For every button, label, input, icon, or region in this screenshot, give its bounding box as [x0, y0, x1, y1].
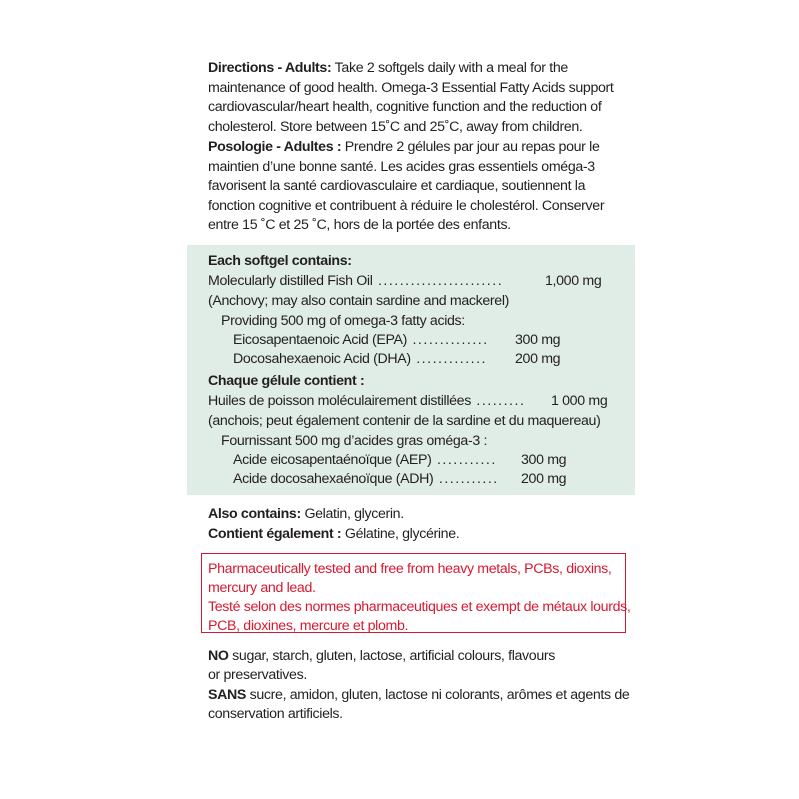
- free-from-english-line-1: [208, 647, 555, 667]
- free-from-french-line-1: [208, 686, 629, 706]
- leader-dots: .......................: [372, 273, 504, 289]
- dha-name: Docosahexaenoic Acid (DHA): [233, 351, 411, 367]
- leader-dots: ...........: [433, 471, 499, 487]
- ingredients-heading-english: Each softgel contains:: [208, 253, 352, 269]
- directions-french: [208, 138, 628, 236]
- adh-name: Acide docosahexaénoïque (ADH): [233, 471, 434, 487]
- free-from-english-text: sugar, starch, gluten, lactose, artificial colours, flavours: [228, 648, 555, 664]
- providing-english: Providing 500 mg of omega-3 fatty acids:: [221, 313, 465, 329]
- directions-english-text: Take 2 softgels daily with a meal for the maintenance of good health. Omega-3 Essential Fatty Acids support cardiovascular/heart health, cognitive function and the reduction of cholesterol. Store between 15˚C and 25˚C, away from children.: [208, 60, 614, 135]
- contient-egalement-label: Contient également :: [208, 526, 342, 542]
- ingredients-heading-french: Chaque gélule contient :: [208, 373, 365, 389]
- fish-oil-source-english: (Anchovy; may also contain sardine and mackerel): [208, 293, 509, 309]
- directions-french-label: Posologie - Adultes :: [208, 139, 342, 155]
- fish-oil-source-french: (anchois; peut également contenir de la sardine et du maquereau): [208, 413, 601, 429]
- leader-dots: ..............: [407, 332, 489, 348]
- testing-notice-line-1: Pharmaceutically tested and free from heavy metals, PCBs, dioxins,: [208, 561, 612, 577]
- fish-oil-name: Molecularly distilled Fish Oil: [208, 273, 373, 289]
- free-from-french-label: SANS: [208, 687, 247, 703]
- leader-dots: .........: [470, 393, 526, 409]
- dha-amount: 200 mg: [515, 351, 561, 367]
- fish-oil-amount-french: 1 000 mg: [551, 393, 608, 409]
- fish-oil-amount-english: 1,000 mg: [545, 273, 602, 289]
- testing-notice-line-3: Testé selon des normes pharmaceutiques et exempt de métaux lourds,: [208, 599, 631, 615]
- also-contains-text: Gelatin, glycerin.: [300, 506, 404, 522]
- aep-amount: 300 mg: [521, 452, 567, 468]
- fish-oil-name-french: Huiles de poisson moléculairement distillées: [208, 393, 471, 409]
- adh-row: [233, 470, 499, 490]
- directions-english-label: Directions - Adults:: [208, 60, 332, 76]
- also-contains-label: Also contains:: [208, 506, 301, 522]
- directions-english: [208, 59, 628, 137]
- fish-oil-row-english: [208, 272, 503, 292]
- free-from-english-label: NO: [208, 648, 229, 664]
- leader-dots: .............: [410, 351, 487, 367]
- epa-name: Eicosapentaenoic Acid (EPA): [233, 332, 408, 348]
- also-contains-english: [208, 505, 404, 525]
- adh-amount: 200 mg: [521, 471, 567, 487]
- epa-row: [233, 331, 489, 351]
- free-from-french-line-2: conservation artificiels.: [208, 706, 343, 722]
- free-from-french-text: sucre, amidon, gluten, lactose ni colorants, arômes et agents de: [246, 687, 630, 703]
- also-contains-french: [208, 525, 459, 545]
- leader-dots: ...........: [431, 452, 497, 468]
- aep-row: [233, 451, 497, 471]
- aep-name: Acide eicosapentaénoïque (AEP): [233, 452, 432, 468]
- fish-oil-row-french: [208, 392, 525, 412]
- testing-notice-line-2: mercury and lead.: [208, 580, 316, 596]
- free-from-english-line-2: or preservatives.: [208, 667, 307, 683]
- dha-row: [233, 350, 487, 370]
- directions-french-text: Prendre 2 gélules par jour au repas pour le maintien d’une bonne santé. Les acides gras essentiels oméga-3 favorisent la santé cardiovasculaire et cardiaque, soutiennent la fonction cognitive et contribuent à réduire le cholestérol. Conserver entre 15 ˚C et 25 ˚C, hors de la portée des enfants.: [208, 139, 605, 234]
- epa-amount: 300 mg: [515, 332, 561, 348]
- testing-notice-line-4: PCB, dioxines, mercure et plomb.: [208, 618, 409, 634]
- contient-egalement-text: Gélatine, glycérine.: [341, 526, 460, 542]
- providing-french: Fournissant 500 mg d’acides gras oméga-3 :: [221, 433, 488, 449]
